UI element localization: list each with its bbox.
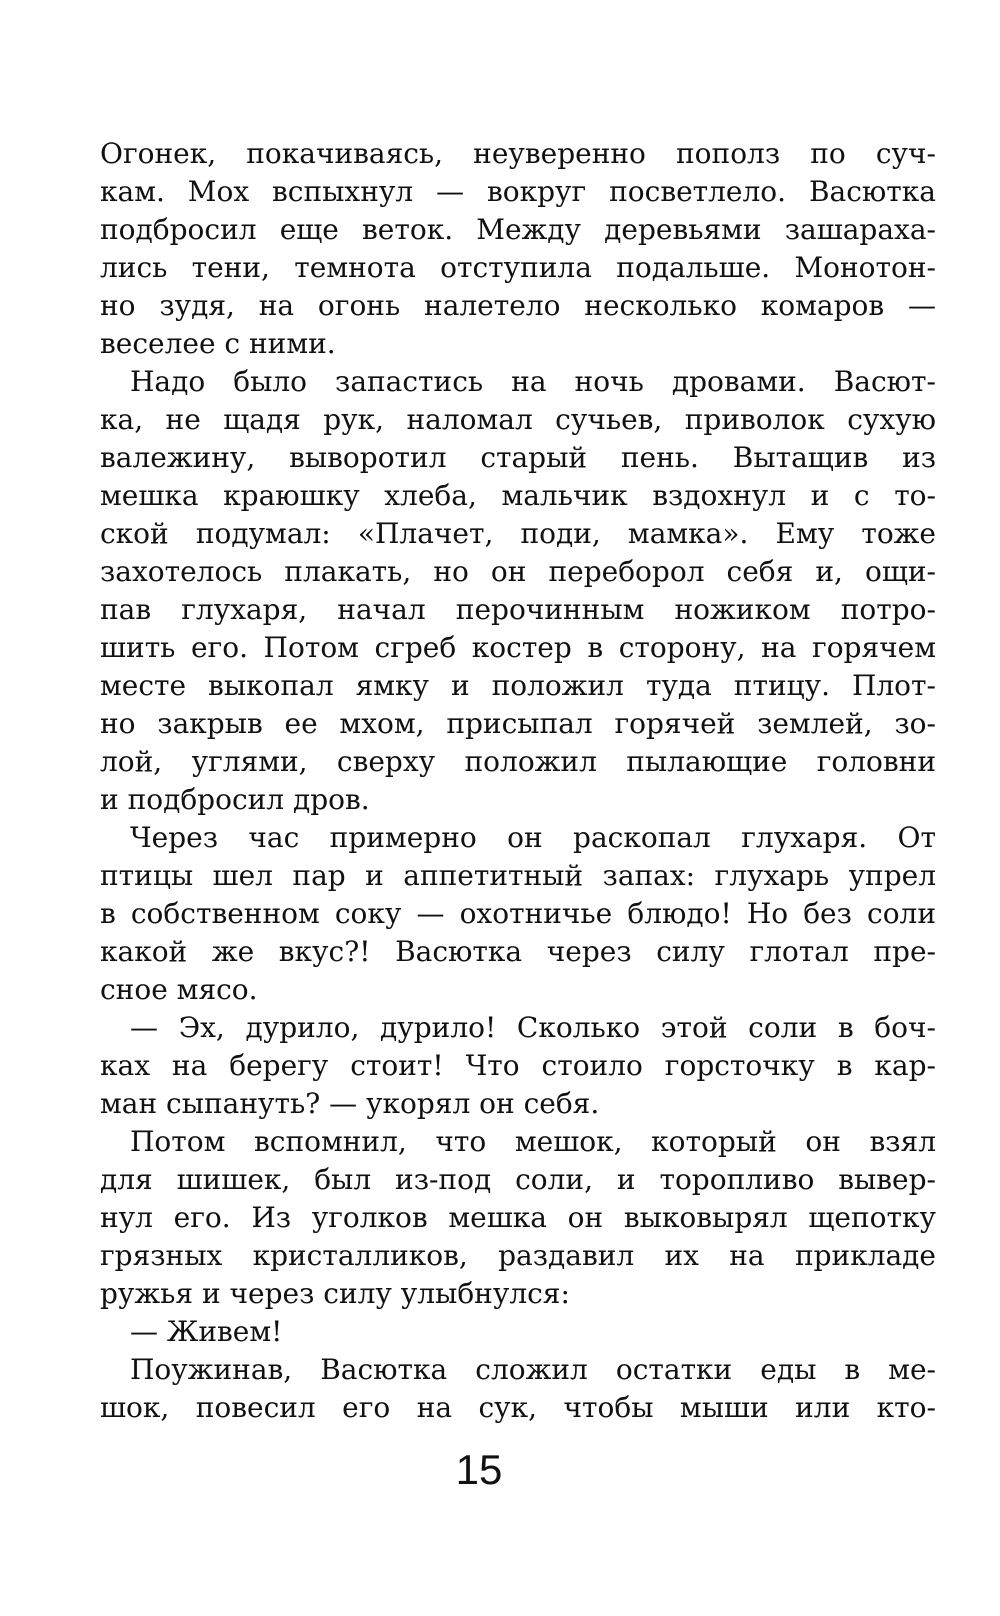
text-line: мешка краюшку хлеба, мальчик вздохнул и с то- <box>100 479 936 512</box>
text-line: но зудя, на огонь налетело несколько комаров — <box>100 289 936 322</box>
page-number-label: 15 <box>455 1446 503 1493</box>
text-line: сное мясо. <box>100 973 258 1006</box>
text-line: валежину, выворотил старый пень. Вытащив из <box>100 441 936 474</box>
text-line: ках на берегу стоит! Что стоило горсточку в кар- <box>100 1049 936 1082</box>
text-line: — Эх, дурило, дурило! Сколько этой соли в боч- <box>130 1011 936 1044</box>
text-line: ман сыпануть? — укорял он себя. <box>100 1087 600 1120</box>
text-line: и подбросил дров. <box>100 783 370 816</box>
text-line: Через час примерно он раскопал глухаря. От <box>130 821 936 854</box>
text-line: веселее с ними. <box>100 327 336 360</box>
text-line: шить его. Потом сгреб костер в сторону, на горячем <box>100 631 936 664</box>
text-line: нул его. Из уголков мешка он выковырял щепотку <box>100 1201 936 1234</box>
text-line: ружья и через силу улыбнулся: <box>100 1277 570 1310</box>
text-line: какой же вкус?! Васютка через силу глотал пре- <box>100 935 936 968</box>
text-line: Поужинав, Васютка сложил остатки еды в ме- <box>130 1353 936 1386</box>
text-line: Огонек, покачиваясь, неуверенно пополз по суч- <box>100 137 936 170</box>
text-line: шок, повесил его на сук, чтобы мыши или кто- <box>100 1391 936 1424</box>
text-line: пав глухаря, начал перочинным ножиком потро- <box>100 593 936 626</box>
text-line: грязных кристалликов, раздавил их на прикладе <box>100 1239 936 1272</box>
text-line: захотелось плакать, но он переборол себя и, ощи- <box>100 555 936 588</box>
text-line: лись тени, темнота отступила подальше. Монотон- <box>100 251 936 284</box>
text-line: в собственном соку — охотничье блюдо! Но без соли <box>100 897 936 930</box>
text-line: ской подумал: «Плачет, поди, мамка». Ему тоже <box>100 517 936 550</box>
text-line: подбросил еще веток. Между деревьями зашараха- <box>100 213 936 246</box>
text-line: лой, углями, сверху положил пылающие головни <box>100 745 936 778</box>
text-block <box>100 135 936 1427</box>
text-line: ка, не щадя рук, наломал сучьев, приволок сухую <box>100 403 936 436</box>
text-line: птицы шел пар и аппетитный запах: глухарь упрел <box>100 859 936 892</box>
text-line: — Живем! <box>130 1315 283 1348</box>
text-line: месте выкопал ямку и положил туда птицу. Плот- <box>100 669 936 702</box>
text-line: для шишек, был из-под соли, и торопливо вывер- <box>100 1163 936 1196</box>
text-line: Надо было запастись на ночь дровами. Васют- <box>130 365 936 398</box>
text-line: кам. Мох вспыхнул — вокруг посветлело. Васютка <box>100 175 936 208</box>
text-line: но закрыв ее мхом, присыпал горячей землей, зо- <box>100 707 936 740</box>
text-line: Потом вспомнил, что мешок, который он взял <box>130 1125 936 1158</box>
